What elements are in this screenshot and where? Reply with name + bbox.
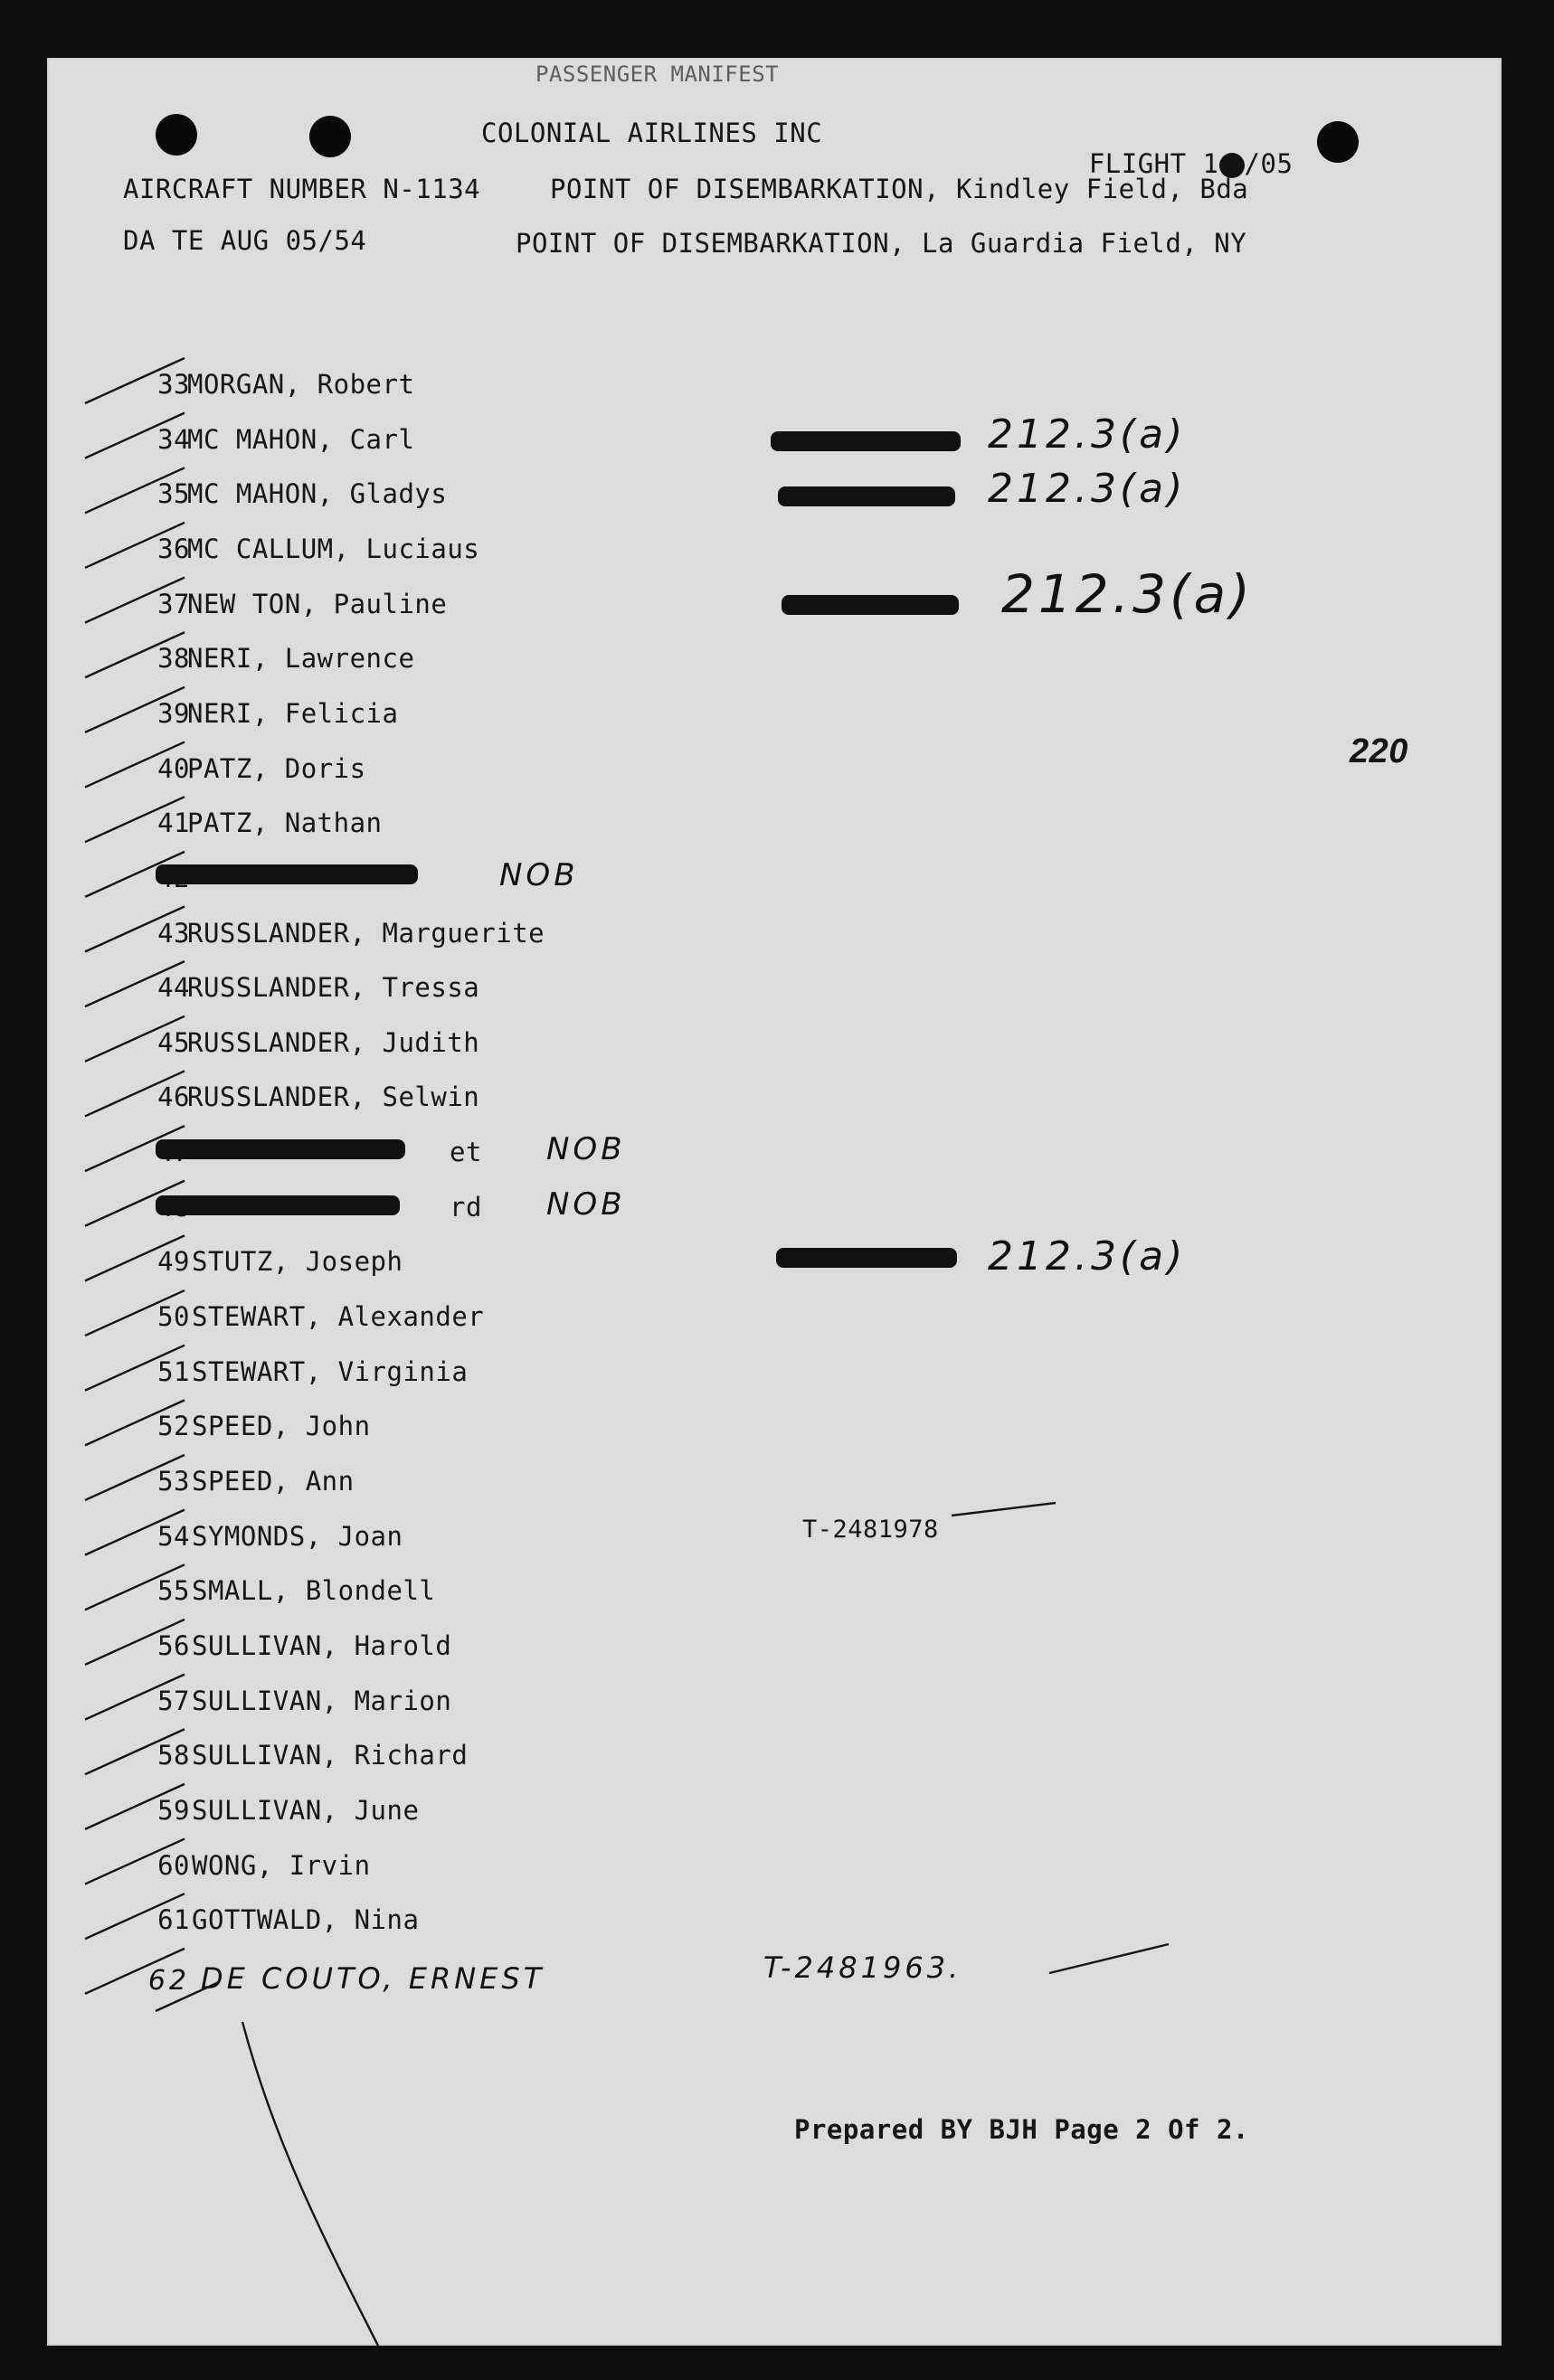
check-mark [85, 687, 185, 732]
check-mark [85, 961, 185, 1006]
passenger-name: DE COUTO, ERNEST [201, 1960, 545, 1996]
passenger-name: STUTZ, Joseph [192, 1246, 403, 1278]
prepared-by-footer: Prepared BY BJH Page 2 Of 2. [794, 2114, 1249, 2145]
passenger-number: 41 [157, 808, 190, 839]
passenger-number: 40 [157, 752, 190, 784]
passenger-name: RUSSLANDER, Judith [187, 1026, 480, 1058]
aircraft-number: AIRCRAFT NUMBER N-1134 [123, 174, 481, 204]
passenger-number: 58 [157, 1740, 190, 1771]
passenger-number: 61 [157, 1904, 190, 1936]
passenger-note: 212.3(a) [1001, 562, 1254, 625]
passenger-name: WONG, Irvin [192, 1849, 371, 1881]
check-mark [85, 523, 185, 568]
check-mark [85, 1510, 185, 1555]
check-mark [85, 1949, 185, 1994]
check-mark [85, 1839, 185, 1884]
check-mark [85, 1016, 185, 1062]
check-mark [85, 1675, 185, 1720]
point-of-embarkation: POINT OF DISEMBARKATION, Kindley Field, Bda [550, 174, 1249, 204]
passenger-number: 53 [157, 1466, 190, 1497]
pen-stroke [1049, 1944, 1169, 1973]
handwritten-marks [47, 58, 1502, 2346]
passenger-number: 33 [157, 369, 190, 400]
check-mark [85, 1455, 185, 1500]
passenger-number: 46 [157, 1081, 190, 1113]
passenger-number: 51 [157, 1355, 190, 1387]
check-mark [85, 1126, 185, 1171]
check-mark [85, 578, 185, 623]
passenger-name: SULLIVAN, June [192, 1794, 420, 1826]
passenger-name: RUSSLANDER, Selwin [187, 1081, 480, 1113]
passenger-note: 212.3(a) [988, 466, 1187, 513]
check-mark [85, 632, 185, 677]
flight-suffix: /05 [1244, 148, 1293, 179]
passenger-name: NERI, Lawrence [187, 643, 415, 675]
check-mark [85, 907, 185, 952]
passenger-number: 60 [157, 1849, 190, 1881]
passenger-number: 45 [157, 1026, 190, 1058]
check-mark [85, 797, 185, 842]
passenger-note: NOB [546, 1185, 626, 1223]
passenger-name: GOTTWALD, Nina [192, 1904, 420, 1936]
check-mark [85, 1564, 185, 1610]
passenger-number: 54 [157, 1520, 190, 1552]
check-mark [85, 1894, 185, 1939]
check-mark [85, 1290, 185, 1336]
passenger-name: SPEED, Ann [192, 1466, 355, 1497]
passenger-name: RUSSLANDER, Marguerite [187, 917, 545, 949]
passenger-number: 52 [157, 1411, 190, 1442]
check-mark [85, 1620, 185, 1665]
passenger-name: et [450, 1137, 482, 1168]
passenger-number: 34 [157, 423, 190, 455]
manifest-title: PASSENGER MANIFEST [535, 61, 780, 87]
passenger-number: 37 [157, 588, 190, 619]
passenger-name: SULLIVAN, Richard [192, 1740, 469, 1771]
passenger-note: T-2481963. [763, 1950, 962, 1985]
passenger-number: 39 [157, 697, 190, 729]
passenger-number: 35 [157, 478, 190, 510]
flight-number: FLIGHT 1 [1088, 148, 1219, 179]
check-mark [85, 1346, 185, 1391]
passenger-name: MC CALLUM, Luciaus [187, 533, 480, 564]
check-mark [85, 852, 185, 897]
check-mark [85, 1071, 185, 1116]
check-mark [85, 742, 185, 788]
passenger-number: 43 [157, 917, 190, 949]
passenger-number: 59 [157, 1794, 190, 1826]
passenger-name: PATZ, Doris [187, 752, 366, 784]
passenger-number: 55 [157, 1575, 190, 1607]
check-mark [85, 1235, 185, 1280]
company-name: COLONIAL AIRLINES INC [481, 118, 823, 148]
page-stamp: 220 [1350, 732, 1408, 770]
passenger-note: 212.3(a) [988, 1233, 1187, 1280]
passenger-name: STEWART, Virginia [192, 1355, 469, 1387]
passenger-name: SPEED, John [192, 1411, 371, 1442]
passenger-name: STEWART, Alexander [192, 1301, 485, 1333]
passenger-name: NEW TON, Pauline [187, 588, 448, 619]
passenger-note: 212.3(a) [988, 411, 1187, 458]
passenger-note: NOB [546, 1131, 626, 1168]
date: DA TE AUG 05/54 [123, 225, 367, 256]
passenger-name: PATZ, Nathan [187, 808, 383, 839]
passenger-note: NOB [499, 856, 579, 893]
pen-stroke [952, 1503, 1056, 1516]
check-mark [85, 1784, 185, 1829]
passenger-number: 44 [157, 972, 190, 1004]
passenger-name: SULLIVAN, Marion [192, 1685, 452, 1716]
check-mark [85, 1181, 185, 1226]
pen-stroke [156, 1982, 219, 2011]
check-mark [85, 1400, 185, 1445]
passenger-number: 56 [157, 1629, 190, 1661]
check-mark [85, 1729, 185, 1774]
pen-stroke [242, 2022, 378, 2346]
passenger-number: 57 [157, 1685, 190, 1716]
passenger-name: MC MAHON, Carl [187, 423, 415, 455]
check-mark [85, 413, 185, 458]
check-mark [85, 468, 185, 513]
passenger-number: 38 [157, 643, 190, 675]
passenger-name: SMALL, Blondell [192, 1575, 436, 1607]
passenger-number: 50 [157, 1301, 190, 1333]
passenger-name: MORGAN, Robert [187, 369, 415, 400]
passenger-name: SYMONDS, Joan [192, 1520, 403, 1552]
passenger-number: 62 [147, 1964, 190, 1997]
passenger-number: 49 [157, 1246, 190, 1278]
passenger-name: MC MAHON, Gladys [187, 478, 448, 510]
manifest-sheet [47, 58, 1502, 2346]
passenger-name: rd [450, 1191, 482, 1223]
check-mark [85, 358, 185, 403]
passenger-name: NERI, Felicia [187, 697, 399, 729]
passenger-number: 36 [157, 533, 190, 564]
passenger-name: RUSSLANDER, Tressa [187, 972, 480, 1004]
point-of-disembarkation: POINT OF DISEMBARKATION, La Guardia Field, NY [516, 228, 1247, 259]
passenger-note: T-2481978 [802, 1515, 939, 1544]
passenger-name: SULLIVAN, Harold [192, 1629, 452, 1661]
